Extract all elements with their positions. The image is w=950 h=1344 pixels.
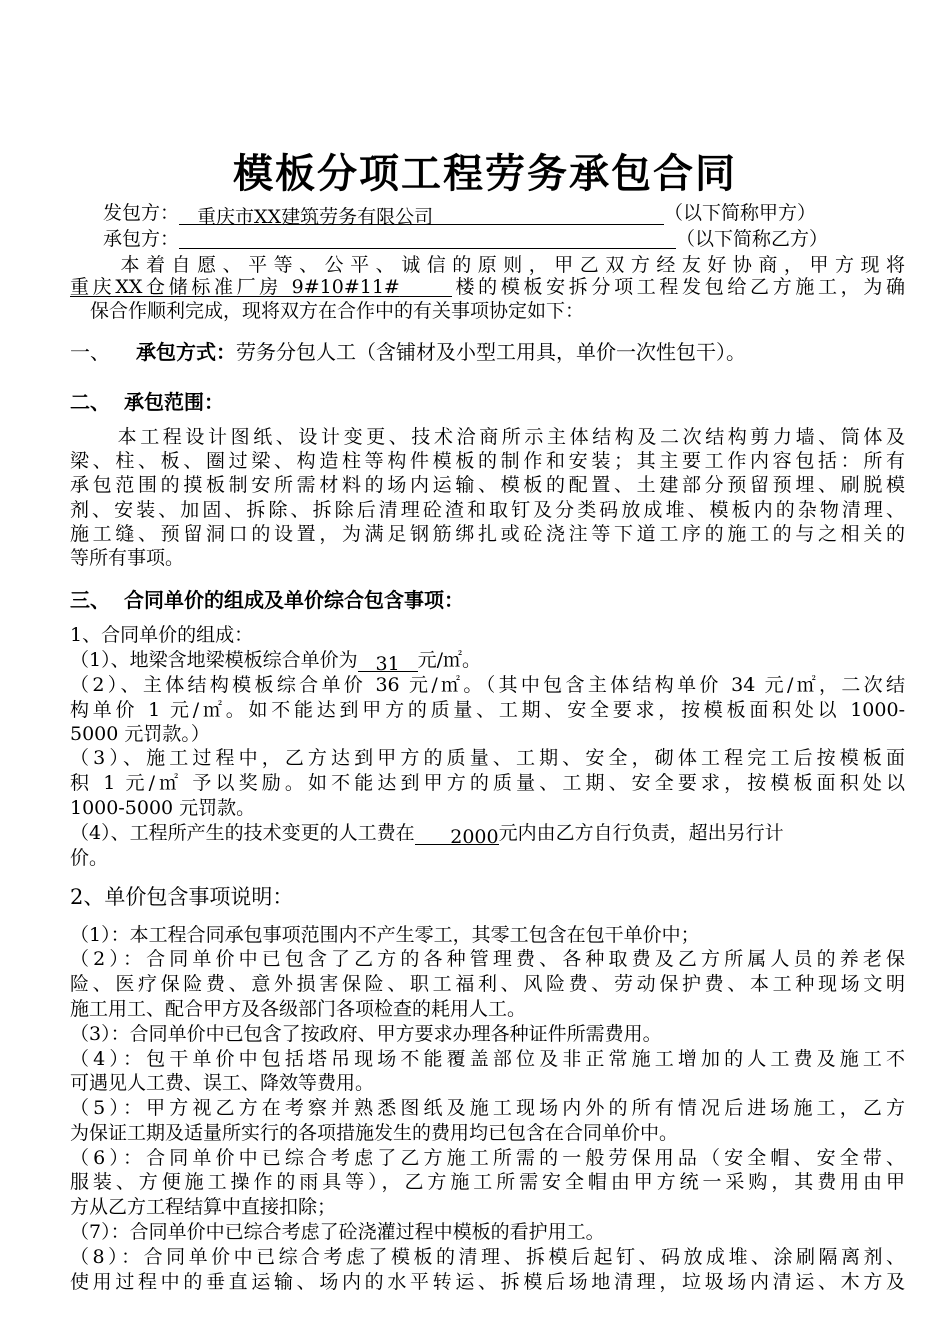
party-b-line (103, 226, 938, 252)
party-b-name-field (179, 228, 676, 249)
price-item-4-line-2: 价。 (70, 847, 109, 869)
note-4-line-1: （4）：包干单价中包括塔吊现场不能覆盖部位及非正常施工增加的人工费及施工不 (70, 1048, 905, 1070)
intro-line-2: 重庆XX仓储标准厂房 9#10#11# 楼的模板安拆分项工程发包给乙方施工，为确 (70, 276, 905, 298)
section-2-line-3: 承包范围的摸板制安所需材料的场内运输、模板的配置、土建部分预留预埋、刷脱模 (70, 474, 905, 496)
section-2-line-2: 梁、柱、板、圈过梁、构造柱等构件模板的制作和安装；其主要工作内容包括：所有 (70, 450, 905, 472)
price-item-3-line-2: 积 1 元/㎡ 予以奖励。如不能达到甲方的质量、工期、安全要求，按模板面积处以 (70, 772, 905, 794)
price-item-2-line-1: （2）、主体结构模板综合单价 36 元/㎡。（其中包含主体结构单价 34 元/㎡，二次结 (70, 674, 905, 696)
section-2-line-5: 施工缝、预留洞口的设置，为满足钢筋绑扎或砼浇注等下道工序的施工的与之相关的 (70, 523, 905, 545)
note-2-line-2: 险、医疗保险费、意外损害保险、职工福利、风险费、劳动保护费、本工种现场文明 (70, 973, 905, 995)
note-2-line-1: （2）：合同单价中已包含了乙方的各种管理费、各种取费及乙方所属人员的养老保 (70, 948, 905, 970)
note-5-line-1: （5）：甲方视乙方在考察并熟悉图纸及施工现场内外的所有情况后进场施工，乙方 (70, 1097, 905, 1119)
party-b-label: 承包方： (103, 228, 180, 250)
party-b-suffix: （以下简称乙方） (676, 228, 829, 250)
price-item-1: （1）、地梁含地梁模板综合单价为 31 元/㎡。 (70, 649, 481, 675)
party-a-name: 重庆市XX建筑劳务有限公司 (197, 206, 434, 228)
price-item-2-line-2: 构单价 1 元/㎡。如不能达到甲方的质量、工期、安全要求，按模板面积处以 1000- (70, 699, 905, 721)
note-5-line-2: 为保证工期及适量所实行的各项措施发生的费用均已包含在合同单价中。 (70, 1122, 679, 1144)
section-3-heading: 三、 合同单价的组成及单价综合包含事项： (70, 588, 464, 612)
contract-title: 模板分项工程劳务承包合同 (233, 151, 737, 197)
project-name: 重庆XX仓储标准厂房 9#10#11# (70, 276, 400, 298)
section-3-sub-2: 2、单价包含事项说明： (70, 885, 294, 909)
note-6-line-1: （6）：合同单价中已综合考虑了乙方施工所需的一般劳保用品（安全帽、安全带、 (70, 1147, 905, 1169)
price-item-3-line-3: 1000-5000 元罚款。 (70, 797, 256, 819)
party-a-suffix: （以下简称甲方） (664, 202, 817, 224)
note-8-line-2: 使用过程中的垂直运输、场内的水平转运、拆模后场地清理，垃圾场内清运、木方及 (70, 1271, 905, 1293)
price-item-2-line-3: 5000 元罚款。） (70, 723, 210, 745)
price-item-4-line-1: （4）、工程所产生的技术变更的人工费在 2000元内由乙方自行负责，超出另行计 (70, 822, 784, 848)
party-a-name-field (179, 204, 664, 228)
party-a-label: 发包方： (103, 202, 180, 224)
section-2-line-6: 等所有事项。 (70, 547, 185, 569)
note-4-line-2: 可遇见人工费、误工、降效等费用。 (70, 1072, 375, 1094)
note-6-line-2: 服装、方便施工操作的雨具等），乙方施工所需安全帽由甲方统一采购，其费用由甲 (70, 1171, 905, 1193)
intro-line-3: 保合作顺利完成，现将双方在合作中的有关事项协定如下： (90, 300, 585, 322)
note-3: （3）：合同单价中已包含了按政府、甲方要求办理各种证件所需费用。 (70, 1023, 662, 1045)
section-1-text: 劳务分包人工（含铺材及小型工用具，单价一次性包干）。 (236, 340, 746, 364)
price-item-4-value: 2000 (450, 826, 499, 848)
section-2-heading: 二、 承包范围： (70, 390, 224, 414)
note-6-line-3: 方从乙方工程结算中直接扣除； (70, 1196, 337, 1218)
section-3-sub-1: 1、合同单价的组成： (70, 624, 254, 646)
party-a-line (103, 200, 938, 226)
note-2-line-3: 施工用工、配合甲方及各级部门各项检查的耗用人工。 (70, 998, 527, 1020)
section-1-heading: 一、 承包方式：劳务分包人工（含铺材及小型工用具，单价一次性包干）。 (70, 340, 746, 364)
section-2-line-1: 本工程设计图纸、设计变更、技术洽商所示主体结构及二次结构剪力墙、筒体及 (114, 426, 905, 448)
price-item-1-value: 31 (375, 653, 400, 675)
section-2-line-4: 剂、安装、加固、拆除、拆除后清理砼渣和取钉及分类码放成堆、模板内的杂物清理、 (70, 499, 905, 521)
intro-line-1: 本着自愿、平等、公平、诚信的原则，甲乙双方经友好协商，甲方现将 (114, 254, 905, 276)
note-7: （7）：合同单价中已综合考虑了砼浇灌过程中模板的看护用工。 (70, 1221, 605, 1243)
price-item-3-line-1: （3）、施工过程中，乙方达到甲方的质量、工期、安全，砌体工程完工后按模板面 (70, 747, 905, 769)
note-8-line-1: （8）：合同单价中已综合考虑了模板的清理、拆模后起钉、码放成堆、涂刷隔离剂、 (70, 1246, 905, 1268)
note-1: （1）：本工程合同承包事项范围内不产生零工，其零工包含在包干单价中； (70, 924, 700, 946)
